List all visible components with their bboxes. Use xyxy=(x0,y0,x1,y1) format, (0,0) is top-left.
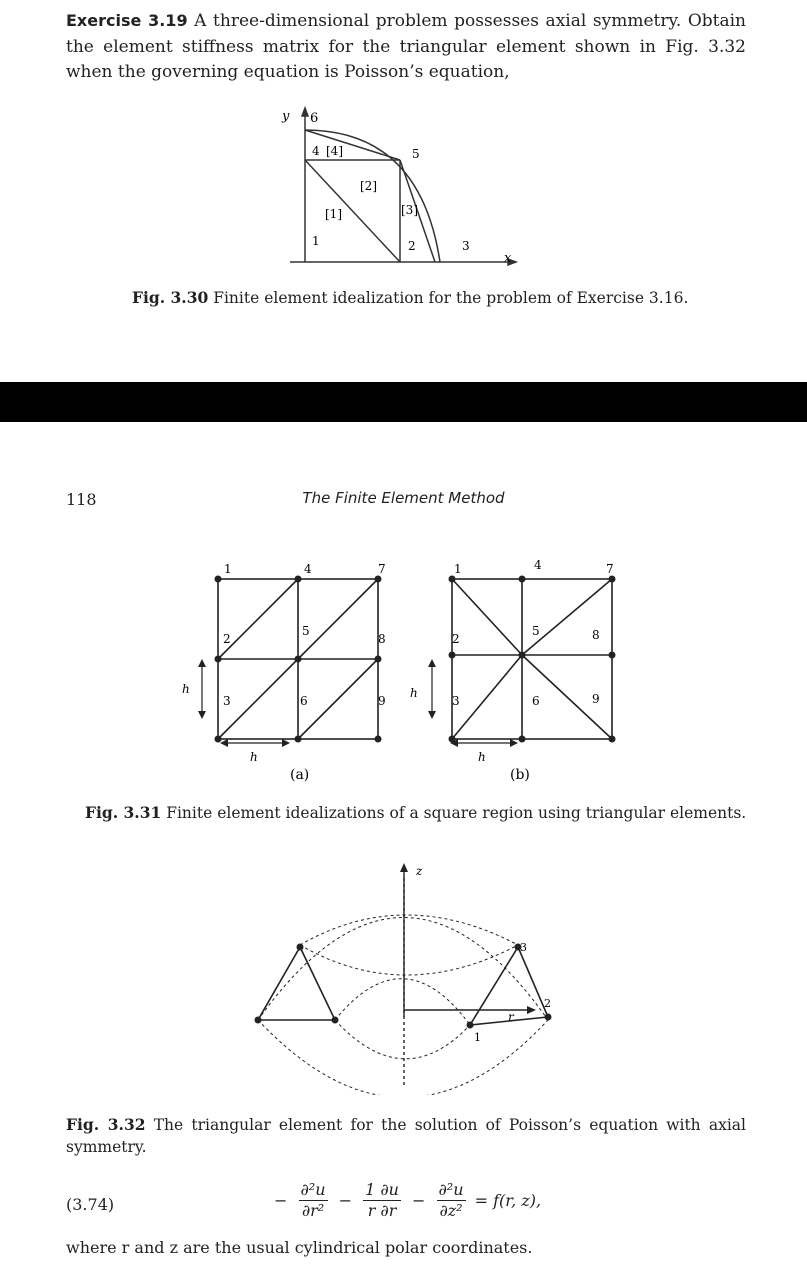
fig331a-label-3: 3 xyxy=(223,694,231,708)
fig330-node-4: 4 xyxy=(312,144,320,158)
fig331a-h-label-vertical: h xyxy=(182,682,190,696)
eq-term-3 xyxy=(437,1180,466,1221)
fig332-node xyxy=(297,944,304,951)
fig331b-label-8: 8 xyxy=(592,628,600,642)
fig332-caption xyxy=(66,1114,746,1158)
fig331b-node xyxy=(609,576,616,583)
fig331-sub-b: (b) xyxy=(510,767,530,783)
arrowhead xyxy=(198,711,206,719)
fig332-node xyxy=(332,1017,339,1024)
fig331-caption xyxy=(85,802,746,824)
exercise-paragraph xyxy=(66,8,746,86)
dashed-curve xyxy=(300,915,518,945)
fig331a-diag xyxy=(298,659,378,739)
eq-term-1-den: ∂r² xyxy=(301,1201,325,1220)
equation-number: (3.74) xyxy=(66,1195,115,1214)
fig331b-node xyxy=(609,736,616,743)
fig331b-h-label-horizontal: h xyxy=(478,750,486,764)
dashed-curve xyxy=(300,945,518,975)
fig331b-diag xyxy=(452,579,522,655)
fig331b-label-6: 6 xyxy=(532,694,540,708)
fig331a-node xyxy=(375,576,382,583)
dashed-curve xyxy=(258,1020,548,1095)
eq-term-2 xyxy=(363,1180,401,1221)
fig-3-32-diagram xyxy=(240,855,570,1095)
fig331a-node xyxy=(295,576,302,583)
dashed-curve xyxy=(335,979,470,1025)
fig331b-label-2: 2 xyxy=(452,632,460,646)
eq-rhs: = f(r, z), xyxy=(474,1191,542,1210)
fig331a-node xyxy=(215,576,222,583)
arrowhead xyxy=(428,711,436,719)
fig331a-node xyxy=(375,736,382,743)
fig-3-31-diagram xyxy=(170,555,640,785)
fig330-node-2: 2 xyxy=(408,239,416,253)
fig330-elem-3: [3] xyxy=(401,203,418,217)
eq-term-2-num: 1 ∂u xyxy=(365,1180,399,1199)
fig-3-30-diagram xyxy=(250,100,530,275)
fig331b-label-9: 9 xyxy=(592,692,600,706)
left-triangle xyxy=(258,947,335,1020)
fig331b-node xyxy=(449,736,456,743)
fig330-node-5: 5 xyxy=(412,147,420,161)
fig330-elem-2: [2] xyxy=(360,179,377,193)
fig330-node-3: 3 xyxy=(462,239,470,253)
fig332-caption-label: Fig. 3.32 xyxy=(66,1115,146,1134)
eq-term-1-num: ∂²u xyxy=(300,1180,326,1199)
fig331a-diag xyxy=(218,579,298,659)
eq-term-3-num: ∂²u xyxy=(438,1180,464,1199)
fig331b-diag xyxy=(452,655,522,739)
fig331a-label-7: 7 xyxy=(378,562,386,576)
eq-term-1 xyxy=(299,1180,328,1221)
fig331a-node xyxy=(215,736,222,743)
dashed-curve xyxy=(335,1020,470,1059)
fig332-node xyxy=(255,1017,262,1024)
closing-text: where r and z are the usual cylindrical polar coordinates. xyxy=(66,1238,533,1257)
arrowhead xyxy=(428,659,436,667)
fig330-x-label: x xyxy=(504,251,512,266)
r-arrow xyxy=(527,1006,536,1014)
arrowhead xyxy=(282,739,290,747)
fig331b-node xyxy=(449,652,456,659)
fig330-node-1: 1 xyxy=(312,234,320,248)
fig332-node xyxy=(467,1022,474,1029)
fig331a-label-8: 8 xyxy=(378,632,386,646)
fig331a-label-6: 6 xyxy=(300,694,308,708)
fig331b-label-7: 7 xyxy=(606,562,614,576)
fig331b-label-1: 1 xyxy=(454,562,462,576)
fig332-z-label: z xyxy=(416,864,423,878)
fig331b-node xyxy=(519,736,526,743)
running-title: The Finite Element Method xyxy=(302,489,505,507)
fig332-node xyxy=(545,1014,552,1021)
fig332-node-1: 1 xyxy=(474,1031,481,1044)
fig331a-node xyxy=(215,656,222,663)
fig330-y-label: y xyxy=(282,109,290,124)
fig331b-h-label-vertical: h xyxy=(410,686,418,700)
fig331a-node xyxy=(295,736,302,743)
exercise-label: Exercise 3.19 xyxy=(66,11,188,30)
fig330-elem-1: [1] xyxy=(325,207,342,221)
equation: − $\frac{\text{∂²u}}{\text{∂r²}}$ − $\frac{1 \partial u}{r \partial r}$ − $\frac{\text{∂²u}}{\text{∂z²}}$ = f(r, z), xyxy=(274,1180,542,1220)
fig331a-label-2: 2 xyxy=(223,632,231,646)
fig330-caption-label: Fig. 3.30 xyxy=(132,288,209,307)
fig331b-border xyxy=(452,579,612,739)
fig331b-label-5: 5 xyxy=(532,624,540,638)
fig331-caption-label: Fig. 3.31 xyxy=(85,803,162,822)
scan-black-band xyxy=(0,382,807,422)
fig332-caption-text: The triangular element for the solution of Poisson’s equation with axial symmetry. xyxy=(66,1116,746,1156)
arrowhead xyxy=(510,739,518,747)
page-number: 118 xyxy=(66,490,97,509)
fig332-node-2: 2 xyxy=(544,997,551,1010)
fig331a-h-label-horizontal: h xyxy=(250,750,258,764)
fig331-caption-text: Finite element idealizations of a square region using triangular elements. xyxy=(166,804,747,822)
eq-term-2-den: r ∂r xyxy=(367,1201,397,1220)
fig331b-diag xyxy=(522,579,612,655)
y-axis-arrow xyxy=(302,108,308,116)
exercise-text: A three-dimensional problem possesses axial symmetry. Obtain the element stiffness matrix for the triangular element shown in Fig. 3.32 when the governing equation is Poisson’s equation, xyxy=(66,11,746,82)
fig331a-diag xyxy=(298,579,378,659)
fig330-node-6: 6 xyxy=(310,111,319,126)
fig331b-node xyxy=(609,652,616,659)
fig331b-node xyxy=(519,576,526,583)
fig331a-node xyxy=(375,656,382,663)
eq-term-3-den: ∂z² xyxy=(439,1201,463,1220)
fig332-r-label: r xyxy=(508,1010,514,1024)
fig331-sub-a: (a) xyxy=(290,767,310,783)
fig331b-label-4: 4 xyxy=(534,558,542,572)
z-arrow xyxy=(400,863,408,872)
arrowhead xyxy=(198,659,206,667)
fig331b-node xyxy=(519,652,526,659)
fig330-elem-4: [4] xyxy=(326,144,343,158)
fig330-caption xyxy=(132,287,688,309)
fig331a-label-1: 1 xyxy=(224,562,232,576)
fig331a-label-5: 5 xyxy=(302,624,310,638)
fig331a-label-4: 4 xyxy=(304,562,312,576)
fig332-node-3: 3 xyxy=(520,941,527,954)
fig331b-node xyxy=(449,576,456,583)
fig330-caption-text: Finite element idealization for the problem of Exercise 3.16. xyxy=(213,289,689,307)
fig331b-label-3: 3 xyxy=(452,694,460,708)
fig331a-node xyxy=(295,656,302,663)
fig331a-label-9: 9 xyxy=(378,694,386,708)
